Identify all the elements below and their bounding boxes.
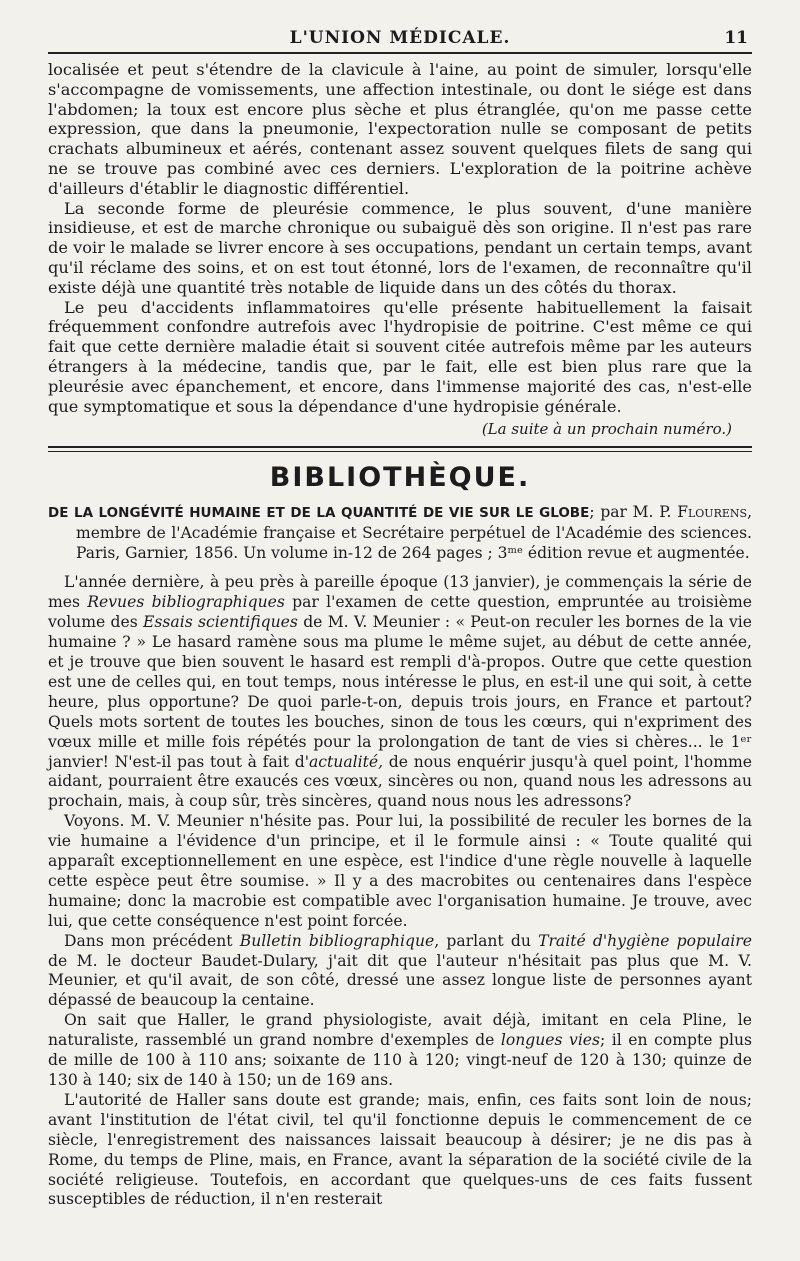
book-details: , membre de l'Académie française et Secrétaire perpétuel de l'Académie des sciences. Paris, Garnier, 1856. Un volume in-12 de 264 pages ; 3ᵐᵉ édition revue et augmentée. bbox=[76, 503, 752, 563]
text-run: de M. V. Meunier : « Peut-on reculer les bornes de la vie humaine ? » Le hasard ramène sous ma plume le même sujet, au début de cette année, et je trouve que bien souvent le hasard est rempli d'à-propos. Outre que cette question est une de celles qui, en tout temps, nous intéresse le plus, en est-il une qui soit, à cette heure, plus opportune? De quoi parle-t-on, depuis trois jours, en France et partout? Quels mots sortent de toutes les bouches, sinon de tous les cœurs, qui n'expriment des vœux mille et mille fois répétés pour la prolongation de tant de vies si chères... le 1ᵉʳ janvier! N'est-il pas tout à fait d' bbox=[48, 613, 752, 771]
text-run-italic: Bulletin bibliographique bbox=[239, 931, 435, 950]
book-author-prefix: ; par M. P. bbox=[589, 503, 672, 522]
text-run-italic: Revues bibliographiques bbox=[87, 593, 285, 612]
running-title: L'UNION MÉDICALE. bbox=[289, 28, 511, 48]
text-run-italic: Traité d'hygiène populaire bbox=[538, 931, 752, 950]
paragraph: localisée et peut s'étendre de la clavicule à l'aine, au point de simuler, lorsqu'elle s'accompagne de vomissements, une affection intestinale, ou dont le siége est dans l'abdomen; la toux est encore plus sèche et plus étranglée, qu'on me passe cette expression, que dans la pneumonie, l'expectoration nulle se composant de petits crachats albumineux et aérés, contenant assez souvent quelques filets de sang qui ne se trouve pas combiné avec ces derniers. L'exploration de la poitrine achève d'ailleurs d'établir le diagnostic différentiel. bbox=[48, 60, 752, 198]
page-number: 11 bbox=[724, 28, 748, 48]
text-run: de nous enquérir jusqu'à quel point, l'homme aidant, pourraient être exaucés ces vœux, sincères ou non, quand nous les adressons au prochain, mais, à coup sûr, très sincères, quand nous nous les adressons? bbox=[48, 752, 752, 811]
text-run: Dans mon précédent bbox=[64, 931, 240, 950]
paragraph: Voyons. M. V. Meunier n'hésite pas. Pour lui, la possibilité de reculer les bornes de la vie humaine a l'évidence d'un principe, et il le formule ainsi : « Toute qualité qui apparaît exceptionnellement en une espèce, est l'indice d'une règle nouvelle à laquelle cette espèce peut être soumise. » Il y a des macrobites ou centenaires dans l'espèce humaine; donc la macrobie est compatible avec l'organisation humaine. Je trouve, avec lui, que cette conséquence n'est point forcée. bbox=[48, 812, 752, 930]
paragraph: La seconde forme de pleurésie commence, le plus souvent, d'une manière insidieuse, et est de marche chronique ou subaiguë dès son origine. Il n'est pas rare de voir le malade se livrer encore à ses occupations, pendant un certain temps, avant qu'il réclame des soins, et on est tout étonné, lors de l'examen, de reconnaître qu'il existe déjà une quantité très notable de liquide dans un des côtés du thorax. bbox=[48, 198, 752, 297]
text-run: L'année dernière, à peu près à pareille époque (13 janvier), je commençais la série de mes bbox=[48, 573, 752, 612]
text-run: On sait que Haller, le grand physiologiste, avait déjà, imitant en cela Pline, le naturaliste, rassemblé un grand nombre d'exemples de bbox=[48, 1011, 752, 1050]
section-title: BIBLIOTHÈQUE. bbox=[269, 462, 531, 494]
paragraph: L'autorité de Haller sans doute est grande; mais, enfin, ces faits sont loin de nous; avant l'institution de l'état civil, tel qu'il fonctionne depuis le commencement de ce siècle, l'enregistrement des naissances laissait beaucoup à désirer; je ne dis pas à Rome, du temps de Pline, mais, en France, avant la séparation de la société civile de la société religieuse. Toutefois, en accordant que quelques-uns de ces faits fussent susceptibles de réduction, il n'en resterait bbox=[48, 1090, 752, 1209]
book-reference bbox=[48, 502, 752, 563]
text-run-italic: Essais scientifiques bbox=[143, 613, 298, 632]
text-run: de M. le docteur Baudet-Dulary, j'ait dit que l'auteur n'hésitait pas plus que M. V. Meunier, et qu'il avait, de son côté, dressé une assez longue liste de personnes ayant dépassé de beaucoup la centaine. bbox=[48, 951, 752, 1010]
book-title: DE LA LONGÉVITÉ HUMAINE ET DE LA QUANTITÉ DE VIE SUR LE GLOBE bbox=[48, 505, 590, 522]
paragraph bbox=[48, 573, 752, 812]
text-run: ; il en compte plus de mille de 100 à 110 ans; soixante de 110 à 120; vingt-neuf de 120 à 130; quinze de 130 à 140; six de 140 à 150; un de 169 ans. bbox=[48, 1031, 752, 1089]
continued-note: (La suite à un prochain numéro.) bbox=[481, 420, 732, 439]
text-run-italic: longues vies bbox=[500, 1031, 601, 1050]
article-continuation bbox=[48, 60, 752, 440]
book-author: Flourens bbox=[677, 503, 748, 522]
paragraph bbox=[48, 932, 752, 1012]
paragraph bbox=[48, 1011, 752, 1091]
text-run: par l'examen de cette question, empruntée au troisième volume des bbox=[48, 593, 752, 632]
text-run-italic: actualité, bbox=[308, 752, 384, 771]
section-divider bbox=[48, 446, 752, 452]
review-body bbox=[48, 573, 752, 1210]
text-run: , parlant du bbox=[434, 931, 539, 950]
paragraph: Le peu d'accidents inflammatoires qu'elle présente habituellement la faisait fréquemment confondre autrefois avec l'hydropisie de poitrine. C'est même ce qui fait que cette dernière maladie était si souvent citée autrefois même par les auteurs étrangers à la médecine, tandis que, par le fait, elle est bien plus rare que la pleurésie avec épanchement, et encore, dans l'immense majorité des cas, n'est-elle que symptomatique et sous la dépendance d'une hydropisie générale. bbox=[48, 297, 752, 416]
page-header bbox=[48, 22, 752, 54]
